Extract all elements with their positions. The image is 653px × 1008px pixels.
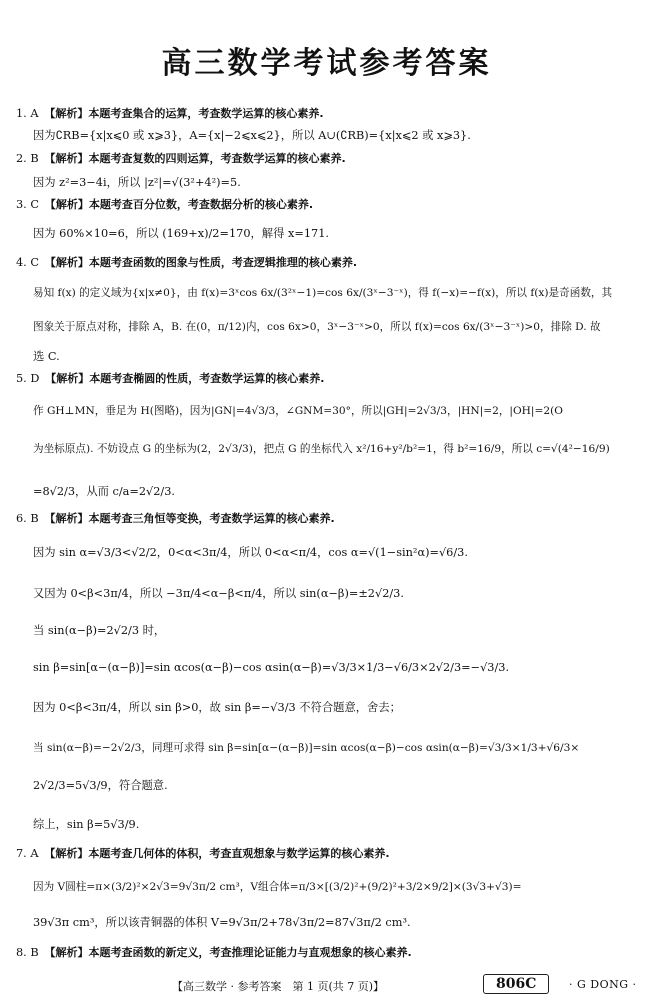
- explanation-line: 作 GH⊥MN，垂足为 H(图略)，因为|GN|=4√3/3，∠GNM=30°，所以|GH|=2√3/3，|HN|=2，|OH|=2(O: [33, 405, 563, 417]
- answer-number: 7. A: [16, 847, 39, 860]
- answer-number: 6. B: [16, 512, 39, 525]
- answer-heading: [16, 846, 390, 862]
- answer-heading: [16, 197, 313, 213]
- answer-heading: [16, 511, 335, 527]
- explanation-line: sin β=sin[α−(α−β)]=sin αcos(α−β)−cos αsin(α−β)=√3/3×1/3−√6/3×2√2/3=−√3/3.: [33, 661, 510, 674]
- answer-description: 本题考查几何体的体积，考查直观想象与数学运算的核心素养.: [88, 847, 390, 860]
- answer-heading: [16, 255, 357, 271]
- answer-number: 8. B: [16, 946, 39, 959]
- explanation-line: =8√2/3，从而 c/a=2√2/3.: [33, 485, 176, 498]
- answer-description: 本题考查函数的新定义，考查推理论证能力与直观想象的核心素养.: [88, 946, 412, 959]
- answer-description: 本题考查函数的图象与性质，考查逻辑推理的核心素养.: [88, 256, 358, 269]
- explanation-line: 因为∁RB={x|x⩽0 或 x⩾3}，A={x|−2⩽x⩽2}，所以 A∪(∁RB)={x|x⩽2 或 x⩾3}.: [33, 129, 471, 142]
- answer-heading: [16, 371, 324, 387]
- answer-description: 本题考查百分位数，考查数据分析的核心素养.: [88, 198, 314, 211]
- answer-description: 本题考查集合的运算，考查数学运算的核心素养.: [88, 107, 324, 120]
- answer-number: 4. C: [16, 256, 40, 269]
- answer-description: 本题考查三角恒等变换，考查数学运算的核心素养.: [88, 512, 335, 525]
- explanation-line: 当 sin(α−β)=−2√2/3，同理可求得 sin β=sin[α−(α−β)]=sin αcos(α−β)−cos αsin(α−β)=√3/3×1/3+√6/3×: [33, 742, 580, 754]
- answer-description: 本题考查复数的四则运算，考查数学运算的核心素养.: [88, 152, 346, 165]
- explanation-line: 因为 0<β<3π/4，所以 sin β>0，故 sin β=−√3/3 不符合题意，舍去；: [33, 701, 401, 714]
- explanation-line: 选 C.: [33, 350, 60, 363]
- answer-heading: [16, 945, 412, 961]
- explanation-line: 综上，sin β=5√3/9.: [33, 818, 140, 831]
- answer-heading: [16, 106, 324, 122]
- analysis-tag: 【解析】: [49, 847, 89, 860]
- explanation-line: 因为 z²=3−4i，所以 |z²|=√(3²+4²)=5.: [33, 176, 241, 189]
- explanation-line: 因为 60%×10=6，所以 (169+x)/2=170，解得 x=171.: [33, 227, 329, 240]
- explanation-line: 又因为 0<β<3π/4，所以 −3π/4<α−β<π/4，所以 sin(α−β)=±2√2/3.: [33, 587, 404, 600]
- analysis-tag: 【解析】: [50, 256, 89, 269]
- explanation-line: 因为 sin α=√3/3<√2/2，0<α<3π/4，所以 0<α<π/4，cos α=√(1−sin²α)=√6/3.: [33, 546, 468, 559]
- answer-number: 5. D: [16, 372, 40, 385]
- page-title: 高三数学考试参考答案: [161, 46, 492, 81]
- footer-brand: · G DONG ·: [569, 978, 637, 991]
- analysis-tag: 【解析】: [50, 198, 89, 211]
- explanation-line: 因为 V圆柱=π×(3/2)²×2√3=9√3π/2 cm³，V组合体=π/3×[(3/2)²+(9/2)²+3/2×9/2]×(3√3+√3)=: [33, 881, 522, 893]
- analysis-tag: 【解析】: [50, 372, 90, 385]
- explanation-line: 当 sin(α−β)=2√2/3 时，: [33, 624, 166, 637]
- explanation-line: 易知 f(x) 的定义域为{x|x≠0}，由 f(x)=3ˣcos 6x/(3²ˣ−1)=cos 6x/(3ˣ−3⁻ˣ)，得 f(−x)=−f(x)，所以 f(x)是奇函数，其: [33, 287, 613, 299]
- explanation-line: 39√3π cm³，所以该青铜器的体积 V=9√3π/2+78√3π/2=87√3π/2 cm³.: [33, 916, 411, 929]
- answer-number: 1. A: [16, 107, 39, 120]
- exam-code-badge: 806C: [483, 974, 549, 994]
- analysis-tag: 【解析】: [49, 152, 89, 165]
- answer-description: 本题考查椭圆的性质，考查数学运算的核心素养.: [89, 372, 325, 385]
- answer-heading: [16, 151, 346, 167]
- explanation-line: 图象关于原点对称，排除 A，B. 在(0，π/12)内，cos 6x>0，3ˣ−3⁻ˣ>0，所以 f(x)=cos 6x/(3ˣ−3⁻ˣ)>0，排除 D. 故: [33, 321, 601, 333]
- explanation-line: 2√2/3=5√3/9，符合题意.: [33, 779, 168, 792]
- analysis-tag: 【解析】: [49, 946, 89, 959]
- answer-number: 3. C: [16, 198, 40, 211]
- answer-number: 2. B: [16, 152, 39, 165]
- analysis-tag: 【解析】: [49, 107, 89, 120]
- analysis-tag: 【解析】: [49, 512, 89, 525]
- footer-page-info: 【高三数学 · 参考答案 第 1 页(共 7 页)】: [172, 980, 385, 993]
- explanation-line: 为坐标原点). 不妨设点 G 的坐标为(2，2√3/3)，把点 G 的坐标代入 x²/16+y²/b²=1，得 b²=16/9，所以 c=√(4²−16/9): [33, 443, 610, 455]
